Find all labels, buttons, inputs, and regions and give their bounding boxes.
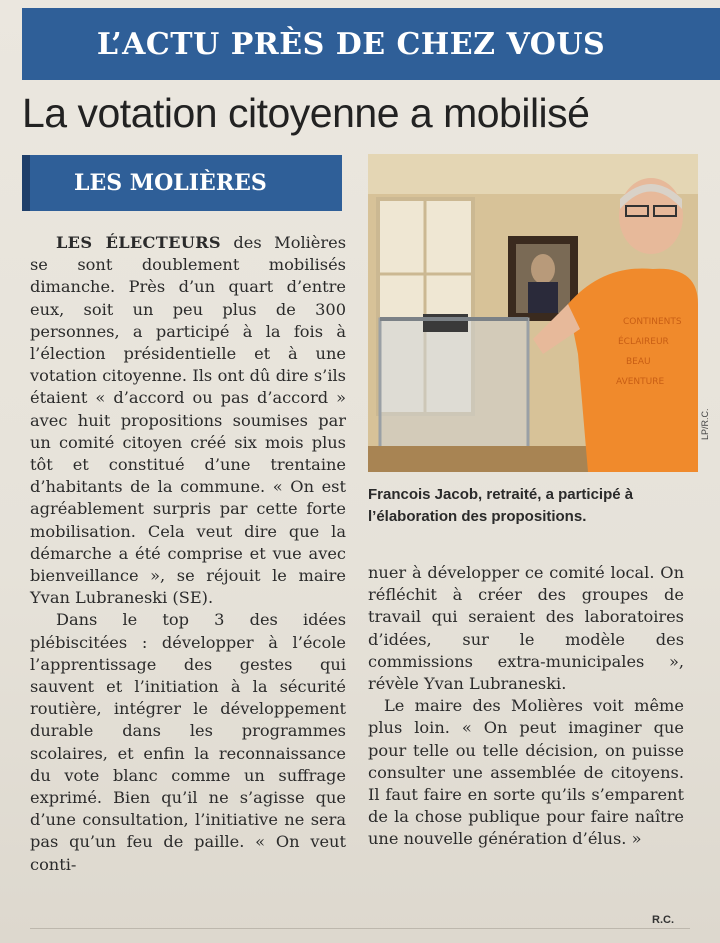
article-photo [368,154,698,472]
article-paragraph-3: nuer à développer ce comité local. On réfléchit à créer des groupes de travail qui seraient des laboratoires d’idées, sur le modèle des commissions extra-municipales », révèle Yvan Lubraneski. [368,563,684,694]
svg-text:ÉCLAIREUR: ÉCLAIREUR [618,337,669,347]
article-paragraph-1 [30,232,346,609]
location-rubric [22,155,342,211]
article-lede: LES ÉLECTEURS [56,233,221,252]
author-signature: R.C. [652,914,674,926]
article-column-2 [368,562,684,851]
article-paragraph-1-text: des Molières se sont doublement mobilisés dimanche. Près d’un quart d’entre eux, soit un peu plus de 300 personnes, a participé à la fois à l’élection présidentielle et à une votation citoyenne. Ils ont dû dire s’ils étaient « d’accord ou pas d’accord » avec huit propositions soumises par un comité citoyen créé six mois plus tôt et constitué d’une trentaine d’habitants de la commune. « On est agréablement surpris par cette forte mobilisation. Cela veut dire que la démarche a été comprise et vue avec bienveillance », se réjouit le maire Yvan Lubraneski (SE). [30,233,347,608]
photo-illustration [368,154,698,472]
svg-text:BEAU: BEAU [626,357,651,367]
article-headline: La votation citoyenne a mobilisé [22,90,590,136]
section-banner-title: L’ACTU PRÈS DE CHEZ VOUS [96,26,606,62]
article-column-1 [30,232,346,876]
location-rubric-label: LES MOLIÈRES [74,170,267,196]
photo-credit: LP/R.C. [700,408,710,440]
svg-text:CONTINENTS: CONTINENTS [623,317,682,327]
article-paragraph-4: Le maire des Molières voit même plus loin. « On peut imaginer que pour telle ou telle décision, on puisse consulter une assemblée de citoyens. Il faut faire en sorte qu’ils s’emparent de la chose publique pour faire naître une nouvelle génération d’élus. » [368,696,684,849]
section-banner [22,8,720,80]
article-paragraph-2: Dans le top 3 des idées plébiscitées : développer à l’école l’apprentissage des gestes qui sauvent et l’initiation à la sécurité routière, intégrer le développement durable dans les programmes scolaires, et enfin la reconnaissance du vote blanc comme un suffrage exprimé. Bien qu’il ne s’agisse que d’une consultation, l’initiative ne sera pas qu’un feu de paille. « On veut conti- [30,610,346,874]
photo-caption: Francois Jacob, retraité, a participé à l’élaboration des propositions. [368,486,634,525]
bottom-divider [30,928,690,929]
svg-text:AVENTURE: AVENTURE [616,377,665,387]
